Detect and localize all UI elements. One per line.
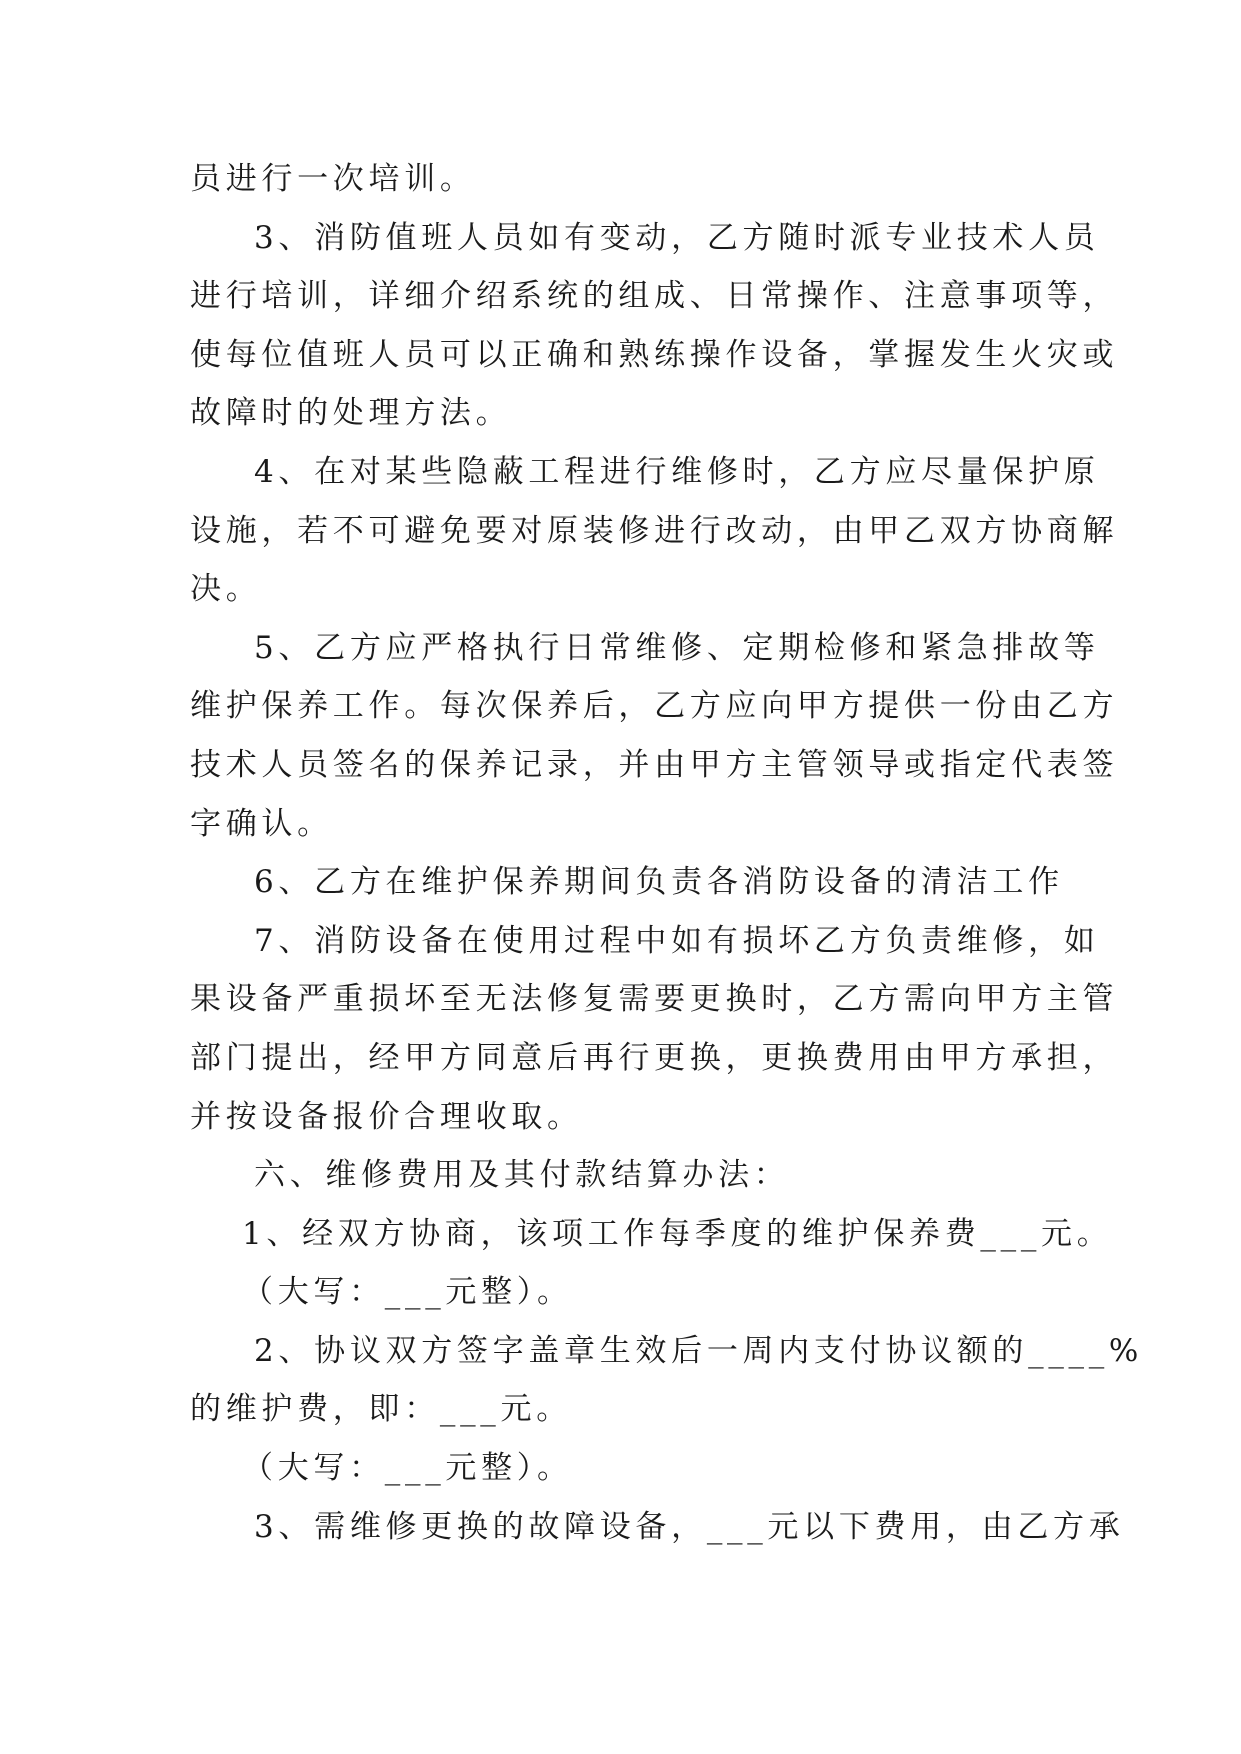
text-line: 果设备严重损坏至无法修复需要更换时，乙方需向甲方主管 (190, 981, 1119, 1018)
text-line: 并按设备报价合理收取。 (190, 1098, 583, 1135)
text-line: 员进行一次培训。 (190, 161, 476, 197)
amount-in-words-line: （大写：___元整）。 (242, 1274, 573, 1311)
text-line: 决。 (190, 571, 262, 608)
clause-3-line: 3、消防值班人员如有变动，乙方随时派专业技术人员 (254, 219, 1100, 256)
fee-clause-1-line: 1、经双方协商，该项工作每季度的维护保养费___元。 (242, 1215, 1113, 1252)
text-line: 使每位值班人员可以正确和熟练操作设备，掌握发生火灾或 (190, 336, 1119, 373)
clause-7-line: 7、消防设备在使用过程中如有损坏乙方负责维修，如 (254, 922, 1100, 959)
text-line: 的维护费，即：___元。 (190, 1391, 572, 1428)
text-line: 故障时的处理方法。 (190, 395, 512, 432)
text-line: 设施，若不可避免要对原装修进行改动，由甲乙双方协商解 (190, 512, 1119, 549)
fee-clause-3-line: 3、需维修更换的故障设备，___元以下费用，由乙方承 (254, 1508, 1125, 1545)
text-line: 部门提出，经甲方同意后再行更换，更换费用由甲方承担， (190, 1039, 1119, 1076)
fee-clause-2-line: 2、协议双方签字盖章生效后一周内支付协议额的____% (254, 1332, 1144, 1369)
clause-5-line: 5、乙方应严格执行日常维修、定期检修和紧急排故等 (254, 629, 1100, 666)
section-6-heading: 六、维修费用及其付款结算办法： (254, 1157, 790, 1194)
text-line: 进行培训，详细介绍系统的组成、日常操作、注意事项等， (190, 278, 1119, 315)
text-line: 技术人员签名的保养记录，并由甲方主管领导或指定代表签 (190, 746, 1119, 783)
text-line: 字确认。 (190, 805, 333, 842)
clause-6-line: 6、乙方在维护保养期间负责各消防设备的清洁工作 (254, 864, 1064, 901)
text-line: 维护保养工作。每次保养后，乙方应向甲方提供一份由乙方 (190, 688, 1119, 725)
amount-in-words-line: （大写：___元整）。 (242, 1450, 573, 1487)
clause-4-line: 4、在对某些隐蔽工程进行维修时，乙方应尽量保护原 (254, 453, 1100, 490)
contract-text (190, 150, 1144, 1556)
